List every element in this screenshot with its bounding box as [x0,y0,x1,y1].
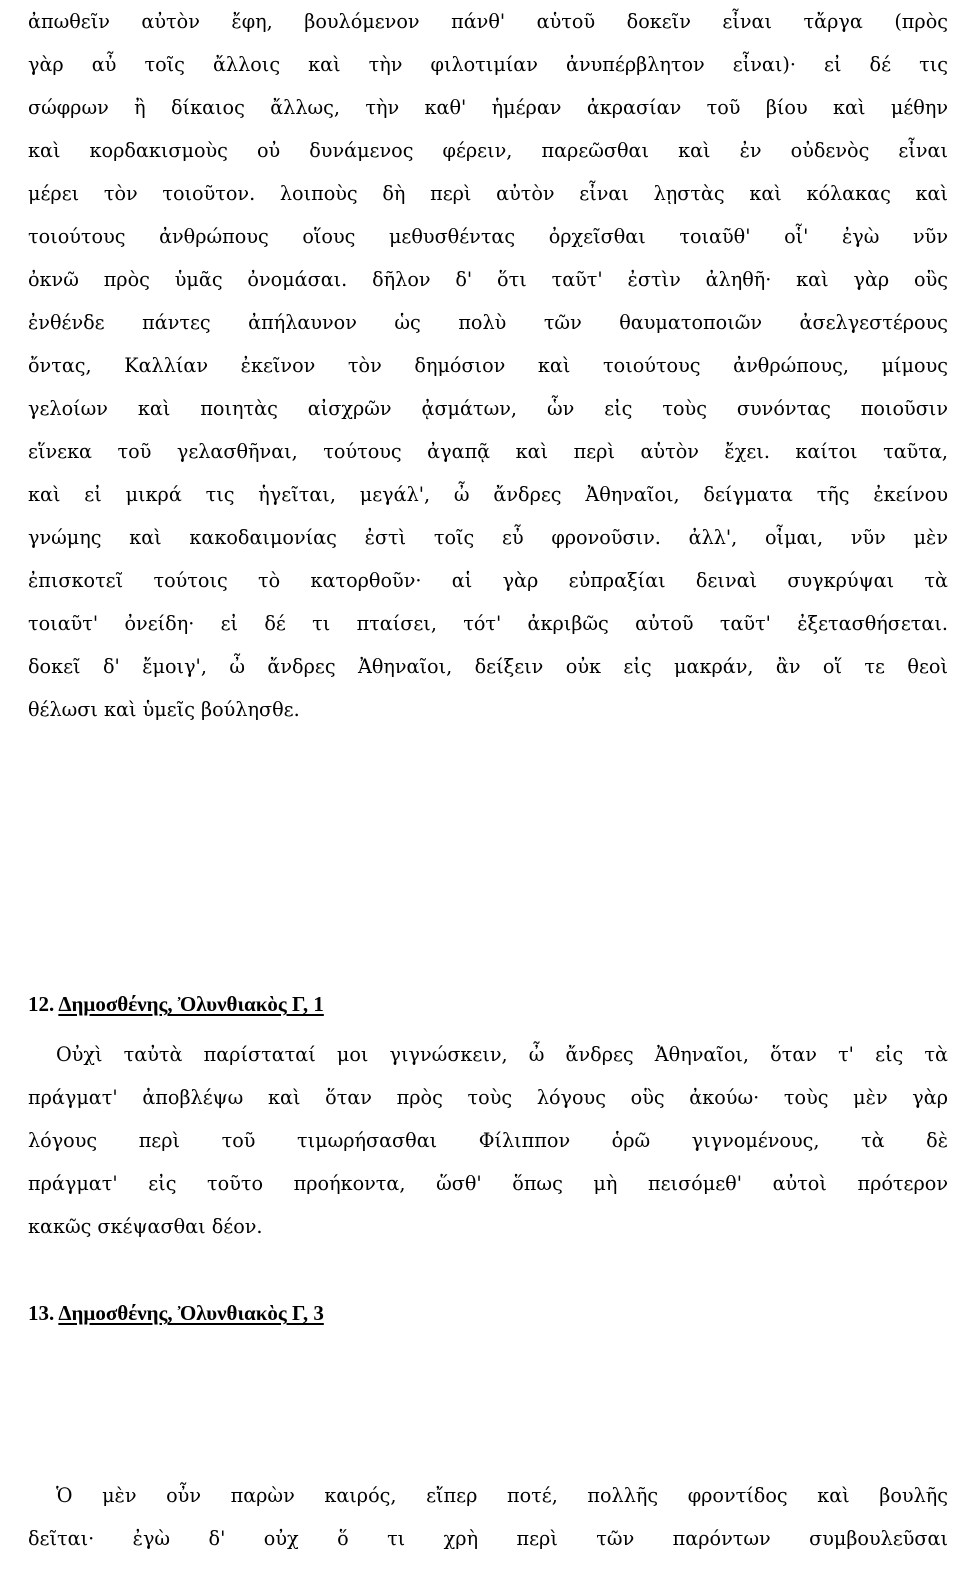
passage-13 [28,1474,948,1560]
text-line: τοιαῦτ' ὀνείδη· εἰ δέ τι πταίσει, τότ' ἀκριβῶς αὐτοῦ ταῦτ' ἐξετασθήσεται. [28,612,948,635]
text-line: γὰρ αὖ τοῖς ἄλλοις καὶ τὴν φιλοτιμίαν ἀνυπέρβλητον εἶναι)· εἰ δέ τις [28,53,948,76]
text-line: κακῶς σκέψασθαι δέον. [28,1215,263,1238]
section-heading-13 [28,1301,324,1326]
text-line: θέλωσι καὶ ὑμεῖς βούλησθε. [28,698,300,721]
text-line: πράγματ' εἰς τοῦτο προήκοντα, ὥσθ' ὅπως μὴ πεισόμεθ' αὐτοὶ πρότερον [28,1172,948,1195]
text-line: δοκεῖ δ' ἔμοιγ', ὦ ἄνδρες Ἀθηναῖοι, δείξειν οὐκ εἰς μακράν, ἂν οἵ τε θεοὶ [28,655,948,678]
text-line: τοιούτους ἀνθρώπους οἵους μεθυσθέντας ὀρχεῖσθαι τοιαῦθ' οἷ' ἐγὼ νῦν [28,225,948,248]
text-line: ὀκνῶ πρὸς ὑμᾶς ὀνομάσαι. δῆλον δ' ὅτι ταῦτ' ἐστὶν ἀληθῆ· καὶ γὰρ οὓς [28,268,948,291]
text-line: Ὁ μὲν οὖν παρὼν καιρός, εἴπερ ποτέ, πολλῆς φροντίδος καὶ βουλῆς [56,1484,948,1507]
section-number: 12. [28,992,55,1016]
passage-previous [28,0,948,731]
text-line: ὄντας, Καλλίαν ἐκεῖνον τὸν δημόσιον καὶ τοιούτους ἀνθρώπους, μίμους [28,354,948,377]
text-line: γελοίων καὶ ποιητὰς αἰσχρῶν ᾀσμάτων, ὧν εἰς τοὺς συνόντας ποιοῦσιν [28,397,948,420]
section-title: Δημοσθένης, Ὀλυνθιακὸς Γ, 1 [58,992,324,1016]
text-line: καὶ εἰ μικρά τις ἡγεῖται, μεγάλ', ὦ ἄνδρες Ἀθηναῖοι, δείγματα τῆς ἐκείνου [28,483,948,506]
text-line: γνώμης καὶ κακοδαιμονίας ἐστὶ τοῖς εὖ φρονοῦσιν. ἀλλ', οἶμαι, νῦν μὲν [28,526,948,549]
section-heading-12 [28,992,324,1017]
text-line: λόγους περὶ τοῦ τιμωρήσασθαι Φίλιππον ὁρῶ γιγνομένους, τὰ δὲ [28,1129,948,1152]
passage-12 [28,1033,948,1248]
section-number: 13. [28,1301,55,1325]
text-line: καὶ κορδακισμοὺς οὐ δυνάμενος φέρειν, παρεῶσθαι καὶ ἐν οὐδενὸς εἶναι [28,139,948,162]
text-line: Οὐχὶ ταὐτὰ παρίσταταί μοι γιγνώσκειν, ὦ ἄνδρες Ἀθηναῖοι, ὅταν τ' εἰς τὰ [56,1043,948,1066]
text-line: σώφρων ἢ δίκαιος ἄλλως, τὴν καθ' ἡμέραν ἀκρασίαν τοῦ βίου καὶ μέθην [28,96,948,119]
text-line: εἵνεκα τοῦ γελασθῆναι, τούτους ἀγαπᾷ καὶ περὶ αὑτὸν ἔχει. καίτοι ταῦτα, [28,440,948,463]
section-title: Δημοσθένης, Ὀλυνθιακὸς Γ, 3 [58,1301,324,1325]
text-line: μέρει τὸν τοιοῦτον. λοιποὺς δὴ περὶ αὐτὸν εἶναι λῃστὰς καὶ κόλακας καὶ [28,182,948,205]
text-line: ἀπωθεῖν αὐτὸν ἔφη, βουλόμενον πάνθ' αὑτοῦ δοκεῖν εἶναι τἄργα (πρὸς [28,10,948,33]
text-line: ἐπισκοτεῖ τούτοις τὸ κατορθοῦν· αἱ γὰρ εὐπραξίαι δειναὶ συγκρύψαι τὰ [28,569,948,592]
text-line: ἐνθένδε πάντες ἀπήλαυνον ὡς πολὺ τῶν θαυματοποιῶν ἀσελγεστέρους [28,311,948,334]
text-line: δεῖται· ἐγὼ δ' οὐχ ὅ τι χρὴ περὶ τῶν παρόντων συμβουλεῦσαι [28,1527,948,1550]
text-line: πράγματ' ἀποβλέψω καὶ ὅταν πρὸς τοὺς λόγους οὓς ἀκούω· τοὺς μὲν γὰρ [28,1086,948,1109]
